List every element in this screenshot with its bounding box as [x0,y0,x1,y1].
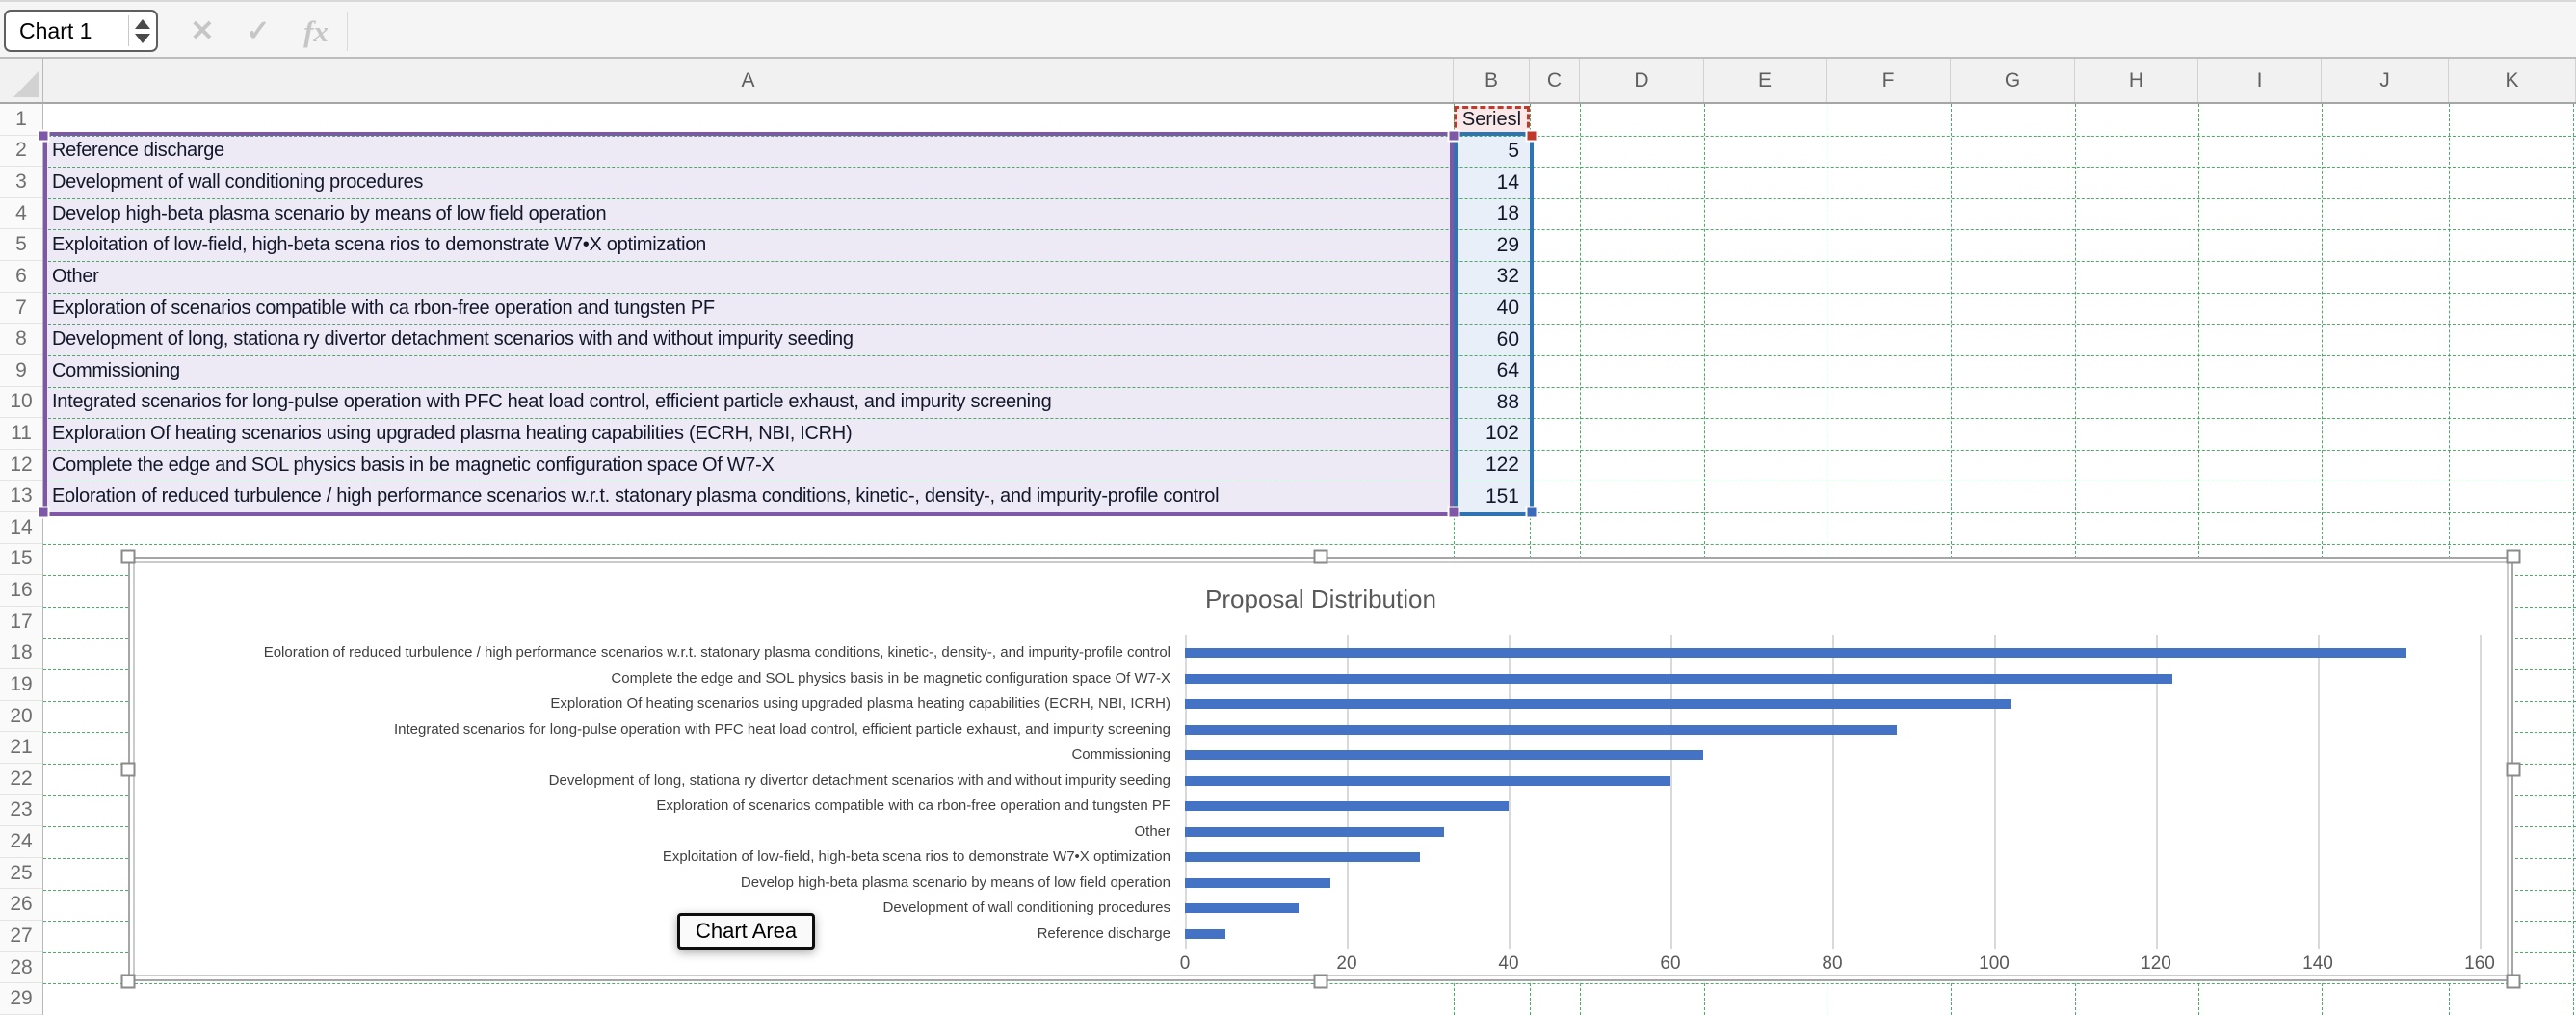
cell-b6[interactable]: 32 [1496,265,1519,288]
cell-b2[interactable]: 5 [1508,139,1519,162]
chart-resize-handle[interactable] [2507,550,2521,564]
row-header-2[interactable]: 2 [0,136,42,168]
x-tick-label: 80 [1822,953,1843,974]
bar-6[interactable] [1185,801,1509,811]
row-header-14[interactable]: 14 [0,512,42,544]
column-header-G[interactable]: G [1951,59,2075,102]
cancel-icon[interactable]: ✕ [190,15,215,47]
cell-b8[interactable]: 60 [1496,327,1519,351]
row-header-5[interactable]: 5 [0,229,42,261]
chart-resize-handle[interactable] [2507,762,2521,776]
row-header-27[interactable]: 27 [0,921,42,952]
formula-bar [0,0,2576,59]
category-label: Exploitation of low-field, high-beta scena rios to demonstrate W7•X optimization [662,848,1170,865]
name-box[interactable] [4,10,158,52]
category-label: Integrated scenarios for long-pulse operation with PFC heat load control, efficient particle exhaust, and impurity screening [393,720,1170,738]
chart-title[interactable]: Proposal Distribution [1205,585,1436,613]
chart-resize-handle[interactable] [121,762,136,776]
row-header-4[interactable]: 4 [0,198,42,230]
row-header-8[interactable]: 8 [0,324,42,355]
row-header-20[interactable]: 20 [0,701,42,733]
x-tick-label: 100 [1979,953,2010,974]
category-label: Other [1134,822,1170,840]
cell-a2[interactable]: Reference discharge [52,140,224,162]
row-header-28[interactable]: 28 [0,952,42,984]
column-header-K[interactable]: K [2449,59,2576,102]
cell-b13[interactable]: 151 [1485,484,1519,508]
x-tick-label: 0 [1179,953,1191,974]
bar-3[interactable] [1185,725,1897,735]
cell-a5[interactable]: Exploitation of low-field, high-beta scena rios to demonstrate W7•X optimization [52,234,706,256]
chart-frame[interactable] [128,557,2513,981]
cell-b7[interactable]: 40 [1496,297,1519,320]
cell-a7[interactable]: Exploration of scenarios compatible with ca rbon-free operation and tungsten PF [52,297,715,319]
chart-resize-handle[interactable] [1314,975,1328,989]
chart-resize-handle[interactable] [2507,975,2521,989]
row-header-26[interactable]: 26 [0,890,42,922]
cell-a9[interactable]: Commissioning [52,359,180,381]
column-header-D[interactable]: D [1580,59,1704,102]
category-label: Commissioning [1071,746,1170,763]
row-header-25[interactable]: 25 [0,858,42,890]
x-tick-label: 140 [2302,953,2333,974]
x-tick-label: 160 [2464,953,2495,974]
bar-9[interactable] [1185,878,1330,888]
category-label: Reference discharge [1037,924,1170,942]
row-header-18[interactable]: 18 [0,638,42,670]
range-handle-red[interactable] [1526,129,1538,142]
row-header-1[interactable]: 1 [0,104,42,136]
cell-a10[interactable]: Integrated scenarios for long-pulse operation with PFC heat load control, efficient particle exhaust, and impurity screening [52,391,1052,413]
range-handle-purple[interactable] [38,507,50,519]
cell-b12[interactable]: 122 [1485,454,1519,477]
name-box-spinner[interactable] [129,12,156,50]
chart-area-tooltip: Chart Area [677,913,815,950]
row-header-3[interactable]: 3 [0,167,42,198]
chart-area[interactable] [133,561,2509,976]
select-all-triangle-icon [13,71,39,97]
category-label: Develop high-beta plasma scenario by means of low field operation [740,873,1170,891]
bar-0[interactable] [1185,648,2406,658]
category-range-border[interactable] [43,132,1454,516]
spinner-down-icon[interactable] [135,34,150,43]
row-header-22[interactable]: 22 [0,764,42,795]
row-header-16[interactable]: 16 [0,575,42,607]
bar-5[interactable] [1185,776,1670,786]
bar-8[interactable] [1185,852,1420,862]
category-label: Development of wall conditioning procedures [882,899,1170,916]
cell-a13[interactable]: Eoloration of reduced turbulence / high performance scenarios w.r.t. statonary plasma conditions, kinetic-, density-, and impurity-profile control [52,485,1220,508]
row-header-19[interactable]: 19 [0,669,42,701]
column-header-H[interactable]: H [2075,59,2198,102]
category-label: Exploration of scenarios compatible with ca rbon-free operation and tungsten PF [656,797,1170,814]
category-label: Eoloration of reduced turbulence / high performance scenarios w.r.t. statonary plasma conditions, kinetic-, density-, and impurity-profile control [263,644,1170,661]
row-header-13[interactable]: 13 [0,481,42,512]
column-header-E[interactable]: E [1704,59,1827,102]
row-header-24[interactable]: 24 [0,826,42,858]
column-header-F[interactable]: F [1827,59,1951,102]
row-header-7[interactable]: 7 [0,293,42,325]
row-header-21[interactable]: 21 [0,732,42,764]
row-header-29[interactable]: 29 [0,983,42,1015]
cell-a11[interactable]: Exploration Of heating scenarios using upgraded plasma heating capabilities (ECRH, NBI, ICRH) [52,422,853,444]
x-tick-label: 40 [1498,953,1519,974]
cell-a12[interactable]: Complete the edge and SOL physics basis in be magnetic configuration space Of W7-X [52,454,775,476]
chart-resize-handle[interactable] [121,975,136,989]
row-header-11[interactable]: 11 [0,418,42,450]
bar-1[interactable] [1185,674,2172,684]
row-header-6[interactable]: 6 [0,261,42,293]
cell-b11[interactable]: 102 [1485,422,1519,445]
cell-a8[interactable]: Development of long, stationa ry divertor detachment scenarios with and without impurity seeding [52,328,854,351]
category-label: Development of long, stationa ry divertor detachment scenarios with and without impurity seeding [548,771,1170,789]
row-header-17[interactable]: 17 [0,607,42,638]
bar-7[interactable] [1185,827,1444,837]
column-header-J[interactable]: J [2322,59,2449,102]
row-headers [0,104,43,1015]
range-handle-purple[interactable] [1448,507,1460,519]
cell-a3[interactable]: Development of wall conditioning procedures [52,171,424,194]
bar-2[interactable] [1185,699,2011,709]
row-header-12[interactable]: 12 [0,450,42,481]
cell-a4[interactable]: Develop high-beta plasma scenario by means of low field operation [52,202,607,224]
range-handle-purple[interactable] [1448,129,1460,142]
x-tick-label: 60 [1660,953,1681,974]
cell-b3[interactable]: 14 [1496,170,1519,194]
chart-resize-handle[interactable] [1314,550,1328,564]
row-header-9[interactable]: 9 [0,355,42,387]
cell-a6[interactable]: Other [52,265,99,287]
bar-4[interactable] [1185,750,1703,760]
column-header-A[interactable]: A [43,59,1454,102]
name-box-value[interactable]: Chart 1 [19,17,92,43]
column-header-C[interactable]: C [1530,59,1580,102]
column-header-B[interactable]: B [1454,59,1530,102]
row-header-15[interactable]: 15 [0,544,42,576]
cell-b9[interactable]: 64 [1496,359,1519,382]
row-header-10[interactable]: 10 [0,387,42,419]
category-label: Exploration Of heating scenarios using upgraded plasma heating capabilities (ECRH, NBI, ICRH) [550,695,1170,712]
cell-b4[interactable]: 18 [1496,202,1519,225]
chart-resize-handle[interactable] [121,550,136,564]
spinner-up-icon[interactable] [135,19,150,29]
row-header-23[interactable]: 23 [0,795,42,827]
cell-b1-series-header[interactable]: Seriesl [1454,106,1530,136]
column-header-I[interactable]: I [2198,59,2322,102]
insert-function-icon[interactable]: fx [303,13,329,48]
bar-10[interactable] [1185,903,1299,913]
value-range-border[interactable] [1454,132,1534,516]
column-headers [43,59,2576,104]
category-label: Complete the edge and SOL physics basis in be magnetic configuration space Of W7-X [611,669,1170,687]
enter-icon[interactable]: ✓ [246,15,271,47]
cell-b5[interactable]: 29 [1496,233,1519,256]
range-handle-blue[interactable] [1526,507,1538,519]
bar-11[interactable] [1185,929,1225,939]
formula-bar-divider [347,12,348,51]
x-tick-label: 120 [2141,953,2171,974]
select-all-corner[interactable] [0,59,43,104]
range-handle-purple[interactable] [38,129,50,142]
x-tick-label: 20 [1336,953,1357,974]
cell-b10[interactable]: 88 [1496,390,1519,413]
